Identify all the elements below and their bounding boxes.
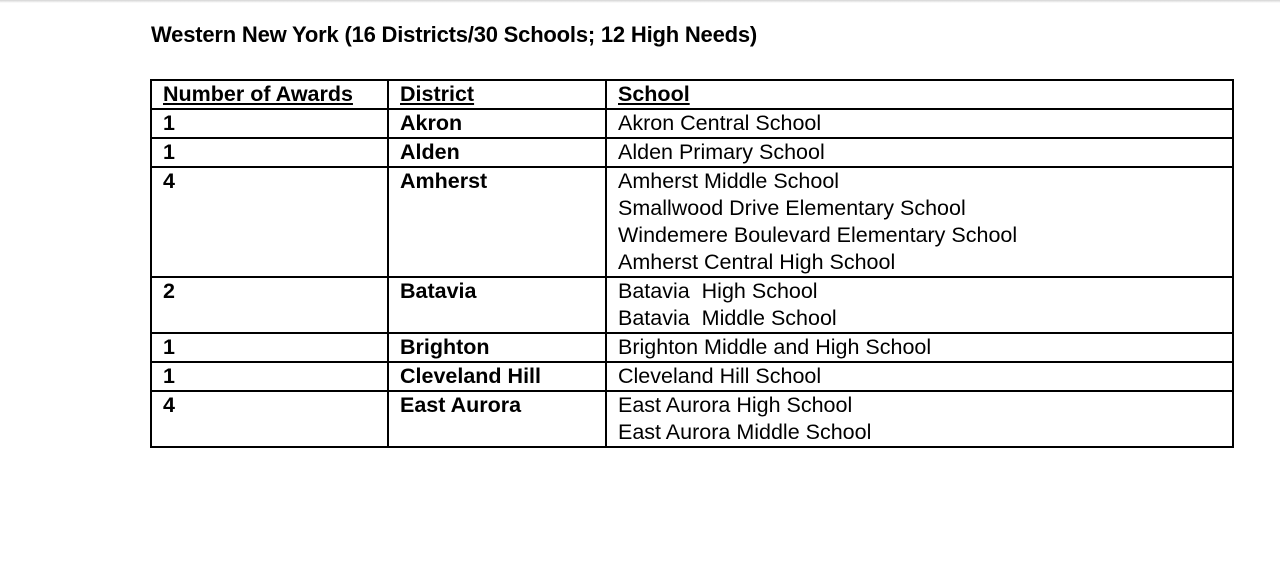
school-name: Cleveland Hill School [618,364,822,388]
school-cell [606,333,1233,362]
school-name: Brighton Middle and High School [618,335,932,359]
table-row [151,333,1233,362]
district-cell: East Aurora [388,391,606,447]
school-name: Akron Central School [618,111,822,135]
table-row [151,138,1233,167]
school-name: Windemere Boulevard Elementary School [618,223,1018,247]
school-name: Batavia High School [618,279,818,303]
award-count-cell: 1 [151,333,388,362]
document-title: Western New York (16 Districts/30 Schools; 12 High Needs) [151,22,758,47]
award-count-cell: 1 [151,362,388,391]
district-cell: Brighton [388,333,606,362]
district-cell: Akron [388,109,606,138]
table-row [151,362,1233,391]
school-cell [606,277,1233,333]
school-cell [606,167,1233,277]
district-cell: Cleveland Hill [388,362,606,391]
award-count-cell: 2 [151,277,388,333]
school-name: Batavia Middle School [618,306,837,330]
table-row [151,167,1233,277]
school-cell [606,391,1233,447]
header-district: District [388,80,606,109]
school-name: Smallwood Drive Elementary School [618,196,966,220]
table-row [151,109,1233,138]
school-name: East Aurora Middle School [618,420,872,444]
school-name: Amherst Middle School [618,169,840,193]
school-cell [606,138,1233,167]
award-count-cell: 1 [151,138,388,167]
district-cell: Amherst [388,167,606,277]
award-count-cell: 1 [151,109,388,138]
viewer-top-edge [0,0,1280,3]
table-row [151,277,1233,333]
district-cell: Batavia [388,277,606,333]
school-cell [606,362,1233,391]
table-row [151,391,1233,447]
header-number-of-awards: Number of Awards [151,80,388,109]
school-name: Alden Primary School [618,140,825,164]
award-count-cell: 4 [151,167,388,277]
table-header-row [151,80,1233,109]
school-cell [606,109,1233,138]
school-name: Amherst Central High School [618,250,896,274]
header-school: School [606,80,1233,109]
awards-table [150,79,1234,448]
school-name: East Aurora High School [618,393,853,417]
district-cell: Alden [388,138,606,167]
award-count-cell: 4 [151,391,388,447]
